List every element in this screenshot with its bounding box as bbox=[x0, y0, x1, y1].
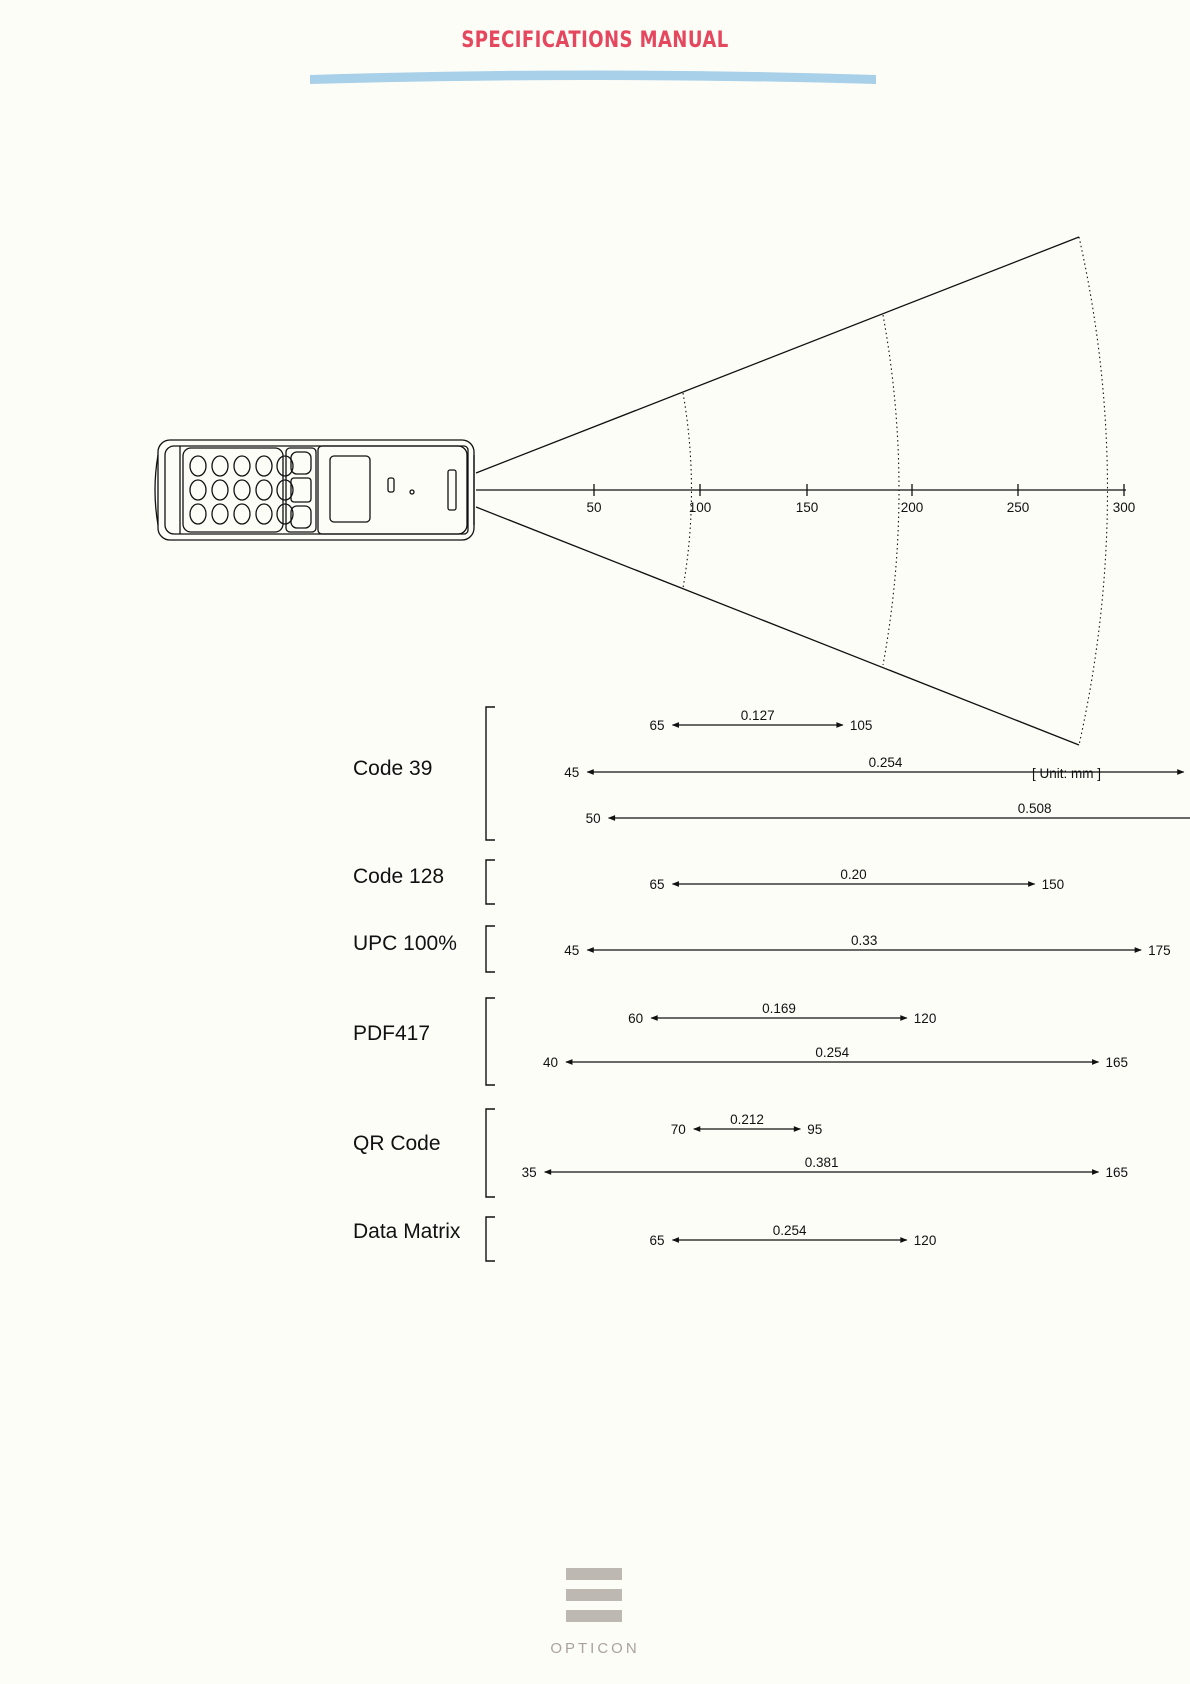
range-min-label: 65 bbox=[649, 718, 665, 733]
bluetooth-badge bbox=[388, 478, 394, 492]
scale-tick-label: 100 bbox=[688, 500, 712, 515]
resolution-label: 0.254 bbox=[772, 1223, 807, 1238]
scanner-brand-plate bbox=[448, 470, 456, 510]
range-max-label: 120 bbox=[913, 1011, 937, 1026]
keypad-key bbox=[190, 504, 206, 524]
nav-key-up bbox=[291, 452, 311, 474]
page-title: SPECIFICATIONS MANUAL bbox=[461, 28, 729, 53]
range-min-label: 35 bbox=[521, 1165, 537, 1180]
scale-tick-label: 150 bbox=[795, 500, 819, 515]
range-max-label: 165 bbox=[1105, 1165, 1129, 1180]
resolution-label: 0.212 bbox=[730, 1112, 764, 1127]
resolution-label: 0.127 bbox=[740, 708, 775, 723]
symbology-label: QR Code bbox=[353, 1132, 441, 1155]
scale-tick-label: 200 bbox=[900, 500, 924, 515]
range-max-label: 95 bbox=[807, 1122, 823, 1137]
range-min-label: 50 bbox=[585, 811, 601, 826]
keypad-key bbox=[234, 504, 250, 524]
resolution-label: 0.254 bbox=[815, 1045, 850, 1060]
range-min-label: 60 bbox=[628, 1011, 644, 1026]
range-max-label: 165 bbox=[1105, 1055, 1129, 1070]
screen bbox=[330, 456, 370, 522]
logo-stripe bbox=[566, 1568, 622, 1580]
range-min-label: 65 bbox=[649, 1233, 665, 1248]
resolution-label: 0.254 bbox=[868, 755, 903, 770]
scale-tick-label: 300 bbox=[1112, 500, 1136, 515]
keypad-key bbox=[212, 504, 228, 524]
range-max-label: 175 bbox=[1148, 943, 1171, 958]
scale-tick-label: 250 bbox=[1006, 500, 1030, 515]
group-bracket bbox=[486, 1217, 495, 1261]
group-bracket bbox=[486, 860, 495, 904]
symbology-label: Data Matrix bbox=[353, 1220, 461, 1243]
nav-key-center bbox=[291, 478, 311, 502]
screen-bezel bbox=[318, 446, 468, 534]
handheld-scanner-icon bbox=[155, 440, 474, 540]
unit-label: [ Unit: mm ] bbox=[1032, 766, 1102, 781]
range-max-label: 105 bbox=[849, 718, 873, 733]
group-bracket bbox=[486, 926, 495, 972]
range-min-label: 70 bbox=[670, 1122, 686, 1137]
group-bracket bbox=[486, 707, 495, 840]
symbology-label: UPC 100% bbox=[353, 932, 457, 955]
resolution-label: 0.381 bbox=[804, 1155, 839, 1170]
symbology-label: PDF417 bbox=[353, 1022, 431, 1045]
keypad-key bbox=[256, 480, 272, 500]
logo-stripe bbox=[566, 1589, 622, 1601]
range-min-label: 40 bbox=[542, 1055, 558, 1070]
range-min-label: 45 bbox=[564, 943, 580, 958]
keypad-key bbox=[190, 480, 206, 500]
indicator-led bbox=[410, 490, 414, 494]
scan-cone bbox=[476, 237, 1126, 745]
keypad-key bbox=[234, 480, 250, 500]
keypad-key bbox=[256, 504, 272, 524]
group-bracket bbox=[486, 1109, 495, 1197]
resolution-label: 0.20 bbox=[840, 867, 867, 882]
cone-lower-edge bbox=[476, 507, 1079, 745]
opticon-logo bbox=[566, 1568, 622, 1631]
keypad-key bbox=[190, 456, 206, 476]
footer-brand: OPTICON bbox=[550, 1640, 640, 1657]
symbology-label: Code 128 bbox=[353, 865, 445, 888]
scale-tick-label: 50 bbox=[586, 500, 602, 515]
keypad-key bbox=[234, 456, 250, 476]
symbology-label: Code 39 bbox=[353, 757, 433, 780]
distance-arcs bbox=[683, 237, 1108, 745]
resolution-label: 0.508 bbox=[1017, 801, 1052, 816]
resolution-label: 0.169 bbox=[762, 1001, 796, 1016]
keypad-key bbox=[256, 456, 272, 476]
resolution-label: 0.33 bbox=[851, 933, 878, 948]
range-max-label: 150 bbox=[1041, 877, 1065, 892]
keypad-key bbox=[212, 480, 228, 500]
nav-key-down bbox=[291, 506, 311, 528]
arc-300 bbox=[1079, 237, 1108, 745]
logo-stripe bbox=[566, 1610, 622, 1622]
keypad-panel bbox=[183, 448, 283, 532]
range-min-label: 65 bbox=[649, 877, 665, 892]
keypad-key bbox=[212, 456, 228, 476]
range-max-label: 120 bbox=[913, 1233, 937, 1248]
group-bracket bbox=[486, 998, 495, 1085]
range-min-label: 45 bbox=[564, 765, 580, 780]
cone-upper-edge bbox=[476, 237, 1079, 473]
